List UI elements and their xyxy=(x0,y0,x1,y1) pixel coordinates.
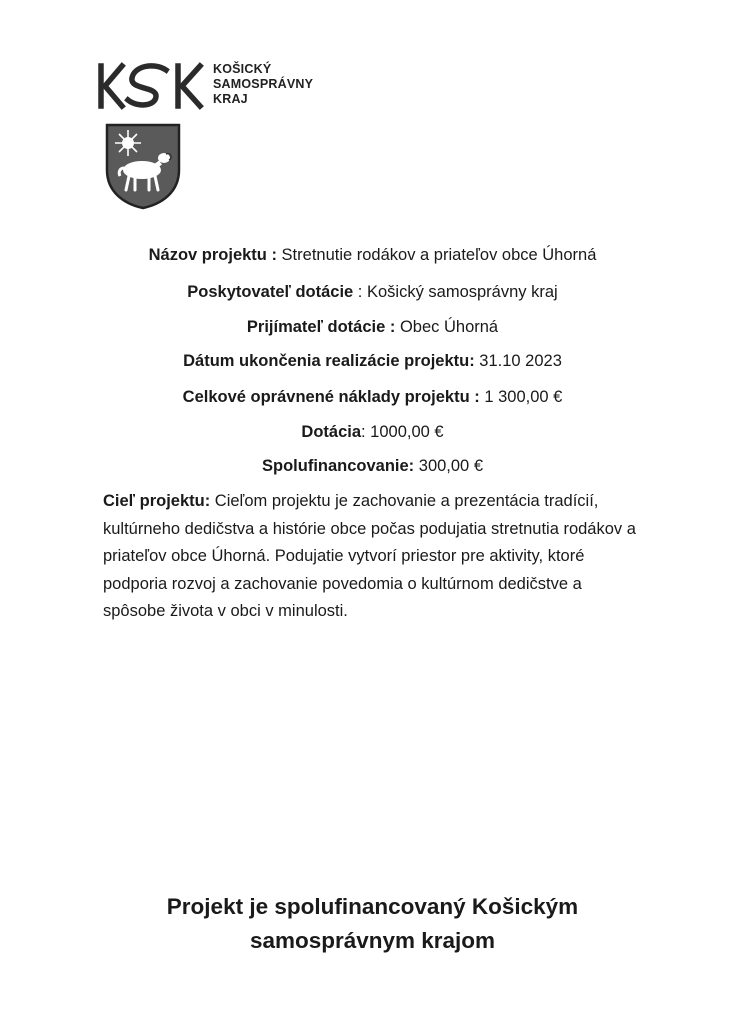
coat-of-arms-icon xyxy=(104,122,182,210)
goal-text: Cieľom projektu je zachovanie a prezentácia tradícií, kultúrneho dedičstva a histórie obce počas podujatia stretnutia rodákov a priateľov obce Úhorná. Podujatie vytvorí priestor pre aktivity, ktoré podporia rozvoj a zachovanie povedomia o kultúrnom dedičstve a spôsobe života v obci v minulosti. xyxy=(103,492,636,620)
detail-value: : Košický samosprávny kraj xyxy=(353,283,558,301)
detail-value: : 1000,00 € xyxy=(361,423,444,441)
detail-label: Poskytovateľ dotácie xyxy=(187,283,354,301)
detail-label: Dotácia xyxy=(301,423,362,441)
logo-text-line: SAMOSPRÁVNY xyxy=(213,77,314,91)
ksk-logo-mark-icon xyxy=(96,60,206,110)
detail-value: 31.10 2023 xyxy=(474,352,562,370)
ksk-logo xyxy=(96,60,336,120)
detail-grant-provider xyxy=(0,283,745,302)
detail-project-name xyxy=(0,246,745,265)
goal-label: Cieľ projektu: xyxy=(103,492,211,510)
detail-value: Stretnutie rodákov a priateľov obce Úhorná xyxy=(276,246,597,264)
footer-line: Projekt je spolufinancovaný Košickým xyxy=(166,894,579,919)
detail-total-costs xyxy=(0,388,745,407)
footer-line: samosprávnym krajom xyxy=(249,928,496,953)
detail-grant-amount xyxy=(0,423,745,442)
logo-text xyxy=(213,62,313,107)
project-goal-paragraph xyxy=(103,488,643,626)
detail-value: Obec Úhorná xyxy=(395,318,499,336)
detail-completion-date xyxy=(0,352,745,371)
detail-grant-recipient xyxy=(0,318,745,337)
logo-text-line: KOŠICKÝ xyxy=(213,62,272,76)
detail-value: 1 300,00 € xyxy=(479,388,563,406)
detail-label: Spolufinancovanie: xyxy=(262,457,415,475)
detail-label: Prijímateľ dotácie : xyxy=(246,318,396,336)
detail-value: 300,00 € xyxy=(414,457,483,475)
detail-cofinancing xyxy=(0,457,745,476)
cofinancing-statement xyxy=(0,890,745,958)
detail-label: Dátum ukončenia realizácie projektu: xyxy=(183,352,475,370)
detail-label: Názov projektu : xyxy=(148,246,277,264)
logo-text-line: KRAJ xyxy=(213,92,248,106)
detail-label: Celkové oprávnené náklady projektu : xyxy=(182,388,480,406)
